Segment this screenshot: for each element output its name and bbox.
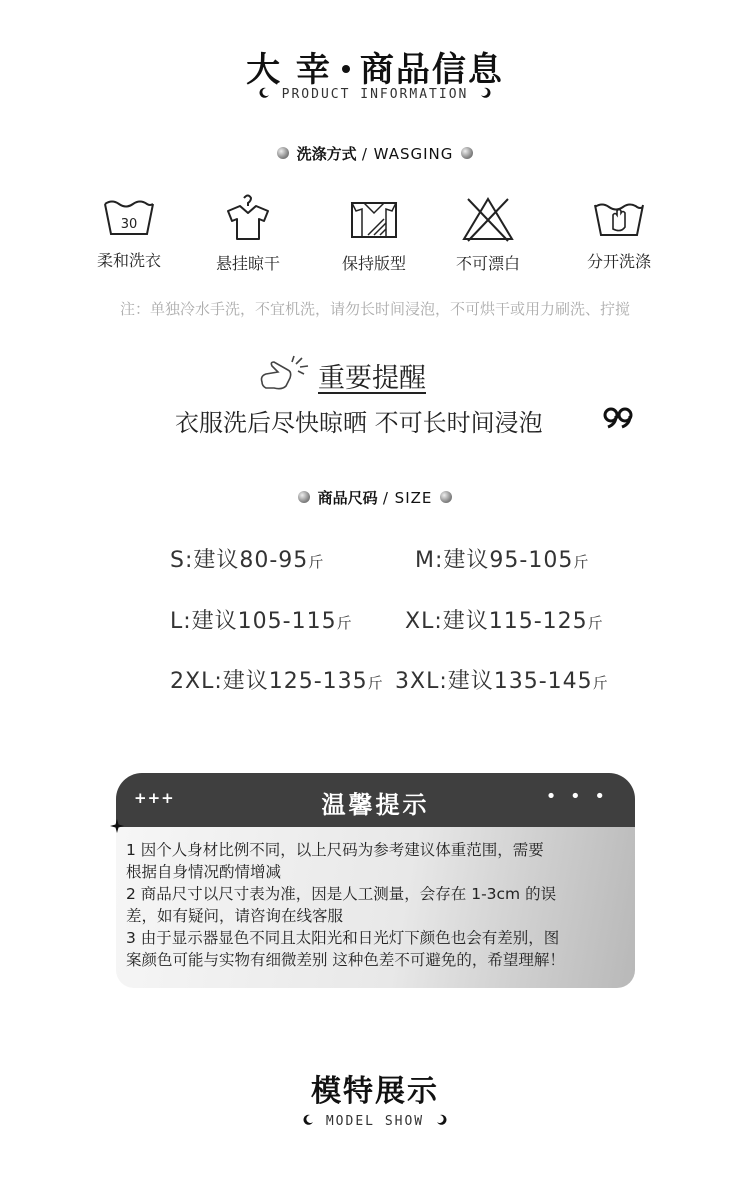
quote-icon: [602, 406, 634, 430]
tips-card-header: [116, 773, 635, 827]
tips-line: 3 由于显示器显色不同且太阳光和日光灯下颜色也会有差别，图: [126, 929, 560, 947]
wash-item-hang: [183, 193, 313, 274]
tips-line: 1 因个人身材比例不同，以上尺码为参考建议体重范围，需要: [126, 841, 544, 859]
size-heading-en: / SIZE: [382, 489, 433, 507]
size-item-l: L:建议105-115斤: [170, 609, 353, 634]
wash-item-no-bleach: [423, 195, 553, 274]
size-item-2xl: 2XL:建议125-135斤: [170, 669, 384, 694]
model-subtitle-text: MODEL SHOW: [325, 1114, 425, 1129]
tips-line: 差，如有疑问，请咨询在线客服: [126, 907, 344, 925]
moon-icon: [436, 1114, 448, 1126]
wash-item-shape: [309, 197, 439, 274]
model-subtitle: [0, 1114, 750, 1129]
page-title: [0, 42, 750, 91]
tips-text: [126, 839, 626, 971]
svg-text:30: 30: [120, 217, 138, 232]
size-heading: [0, 487, 750, 508]
hand-wash-icon: [591, 197, 647, 241]
reminder-text: 衣服洗后尽快晾晒 不可长时间浸泡: [175, 409, 543, 437]
size-heading-cn: 商品尺码: [317, 489, 378, 507]
size-item-s: S:建议80-95斤: [170, 548, 325, 573]
ball-icon: [440, 491, 452, 503]
wash-30-icon: [101, 196, 157, 240]
wash-label: 悬挂晾干: [215, 254, 280, 273]
size-item-3xl: 3XL:建议135-145斤: [395, 669, 609, 694]
wash-label: 柔和洗衣: [96, 251, 161, 270]
tips-line: 案颜色可能与实物有细微差别 这种色差不可避免的，希望理解！: [126, 951, 565, 969]
sparkle-icon: [110, 819, 124, 833]
moon-icon: [302, 1114, 314, 1126]
brand-name: 大 幸: [246, 50, 332, 90]
tips-title: 温馨提示: [321, 791, 430, 819]
ball-icon: [461, 147, 473, 159]
tips-card: [116, 773, 635, 988]
wash-label: 保持版型: [341, 254, 406, 273]
subtitle-text: PRODUCT INFORMATION: [281, 87, 469, 102]
ball-icon: [277, 147, 289, 159]
pointing-hand-icon: [258, 352, 314, 394]
wash-item-separate: [554, 197, 684, 272]
washing-heading-en: / WASGING: [361, 145, 454, 163]
washing-note: 注：单独冷水手洗，不宜机洗，请勿长时间浸泡，不可烘干或用力刷洗、拧搅: [119, 300, 630, 318]
tips-line: 2 商品尺寸以尺寸表为准，因是人工测量，会存在 1-3cm 的误: [126, 885, 557, 903]
ball-icon: [298, 491, 310, 503]
wash-item-gentle: [64, 196, 194, 271]
hang-dry-icon: [220, 193, 276, 243]
wash-label: 不可漂白: [455, 254, 520, 273]
dots-icon: • • •: [545, 786, 609, 807]
size-item-m: M:建议95-105斤: [415, 548, 590, 573]
moon-icon: [258, 87, 270, 99]
title-dot: [342, 65, 350, 73]
size-item-xl: XL:建议115-125斤: [405, 609, 604, 634]
title-text: 商品信息: [359, 50, 504, 90]
reminder-title: 重要提醒: [318, 363, 426, 394]
wash-label: 分开洗涤: [586, 252, 651, 271]
no-bleach-icon: [460, 195, 516, 243]
keep-shape-icon: [346, 197, 402, 243]
washing-heading-cn: 洗涤方式: [296, 145, 357, 163]
moon-icon: [480, 87, 492, 99]
plus-marks: +++: [134, 789, 175, 807]
washing-heading: [0, 143, 750, 164]
tips-line: 根据自身情况酌情增减: [126, 863, 282, 881]
page-subtitle: [0, 87, 750, 102]
model-title: 模特展示: [311, 1074, 439, 1109]
